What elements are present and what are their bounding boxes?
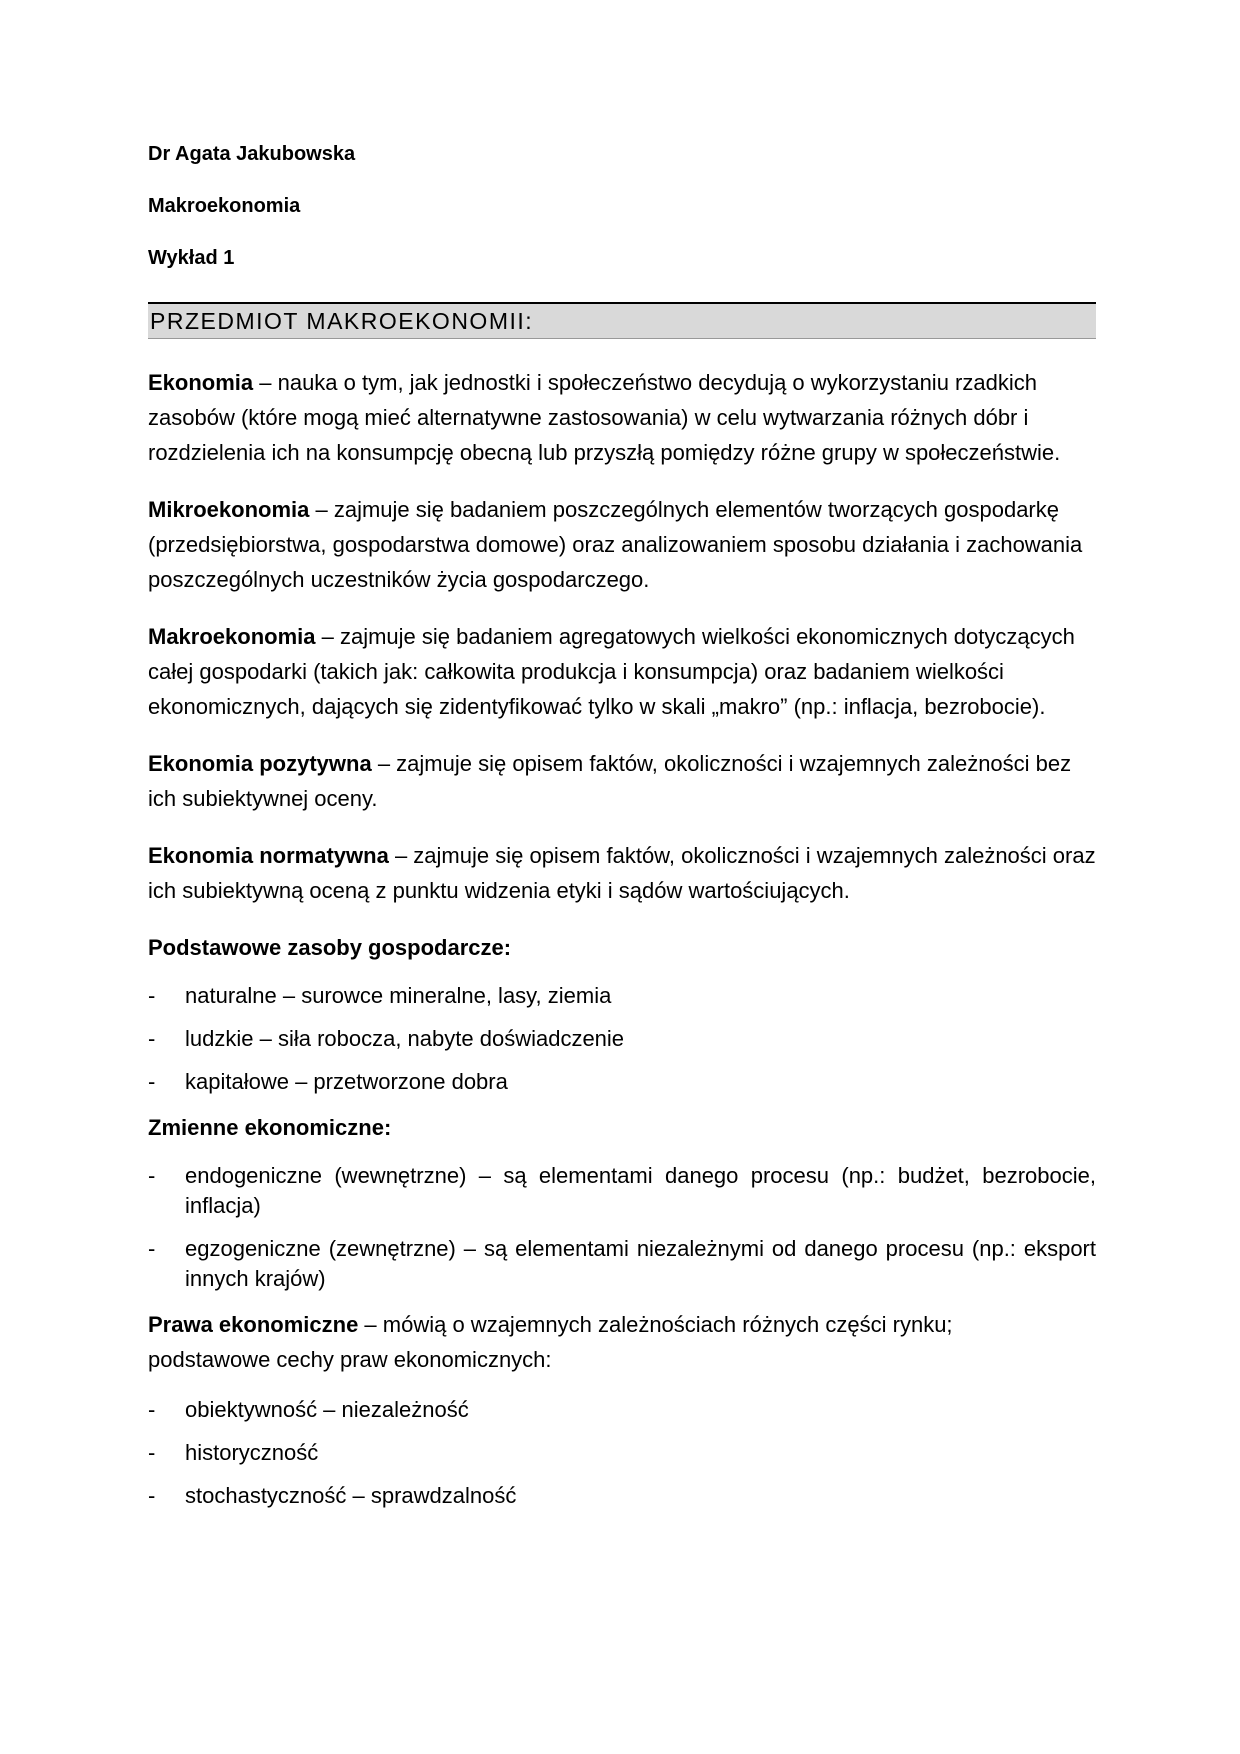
variables-list (148, 1161, 1096, 1294)
definition-term: Ekonomia normatywna (148, 843, 389, 868)
resources-list (148, 981, 1096, 1097)
list-item-text: ludzkie – siła robocza, nabyte doświadczenie (185, 1026, 625, 1051)
dash-bullet: - (148, 1069, 156, 1094)
list-item (148, 1067, 1096, 1097)
section-heading: PRZEDMIOT MAKROEKONOMII: (148, 302, 1096, 339)
definition-text: – zajmuje się opisem faktów, okoliczności i wzajemnych zależności bez ich subiektywnej oceny. (148, 751, 1072, 811)
resources-heading: Podstawowe zasoby gospodarcze: (148, 935, 512, 960)
dash-bullet: - (148, 1440, 156, 1465)
definition-mikroekonomia (148, 492, 1096, 597)
definition-ekonomia (148, 365, 1096, 470)
laws-term: Prawa ekonomiczne (148, 1312, 359, 1337)
laws-list (148, 1395, 1096, 1511)
variables-heading: Zmienne ekonomiczne: (148, 1115, 392, 1140)
list-item-text: obiektywność – niezależność (185, 1397, 469, 1422)
list-item (148, 1234, 1096, 1294)
definition-term: Ekonomia (148, 370, 254, 395)
list-item-text: naturalne – surowce mineralne, lasy, ziemia (185, 983, 612, 1008)
definition-ekonomia-normatywna (148, 838, 1096, 908)
definition-text: – nauka o tym, jak jednostki i społeczeństwo decydują o wykorzystaniu rzadkich zasobów (które mogą mieć alternatywne zastosowania) w celu wytwarzania różnych dóbr i rozdzielenia ich na konsumpcję obecną lub przyszłą pomiędzy różne grupy w społeczeństwie. (148, 370, 1061, 465)
author-name: Dr Agata Jakubowska (148, 143, 356, 165)
list-item-text: historyczność (185, 1440, 319, 1465)
list-item (148, 1395, 1096, 1425)
document-body (148, 140, 1096, 1524)
definition-ekonomia-pozytywna (148, 746, 1096, 816)
dash-bullet: - (148, 1026, 156, 1051)
dash-bullet: - (148, 1236, 156, 1261)
list-item-text: kapitałowe – przetworzone dobra (185, 1069, 508, 1094)
list-item (148, 981, 1096, 1011)
lecture-number: Wykład 1 (148, 247, 235, 269)
list-item-text: stochastyczność – sprawdzalność (185, 1483, 517, 1508)
definition-term: Makroekonomia (148, 624, 316, 649)
definition-makroekonomia (148, 619, 1096, 724)
definition-term: Ekonomia pozytywna (148, 751, 372, 776)
course-name: Makroekonomia (148, 195, 301, 217)
list-item (148, 1161, 1096, 1221)
dash-bullet: - (148, 1397, 156, 1422)
definition-term: Mikroekonomia (148, 497, 310, 522)
list-item (148, 1438, 1096, 1468)
list-item (148, 1481, 1096, 1511)
dash-bullet: - (148, 983, 156, 1008)
list-item-text: endogeniczne (wewnętrzne) – są elementami danego procesu (np.: budżet, bezrobocie, inflacja) (185, 1163, 1096, 1218)
definition-text: – zajmuje się opisem faktów, okoliczności i wzajemnych zależności oraz ich subiektywną oceną z punktu widzenia etyki i sądów wartościujących. (148, 843, 1096, 903)
laws-paragraph (148, 1307, 1096, 1377)
list-item (148, 1024, 1096, 1054)
laws-text: – mówią o wzajemnych zależnościach różnych części rynku; (358, 1312, 953, 1337)
dash-bullet: - (148, 1163, 156, 1188)
dash-bullet: - (148, 1483, 156, 1508)
definition-text: – zajmuje się badaniem poszczególnych elementów tworzących gospodarkę (przedsiębiorstwa, gospodarstwa domowe) oraz analizowaniem sposobu działania i zachowania poszczególnych uczestników życia gospodarczego. (148, 497, 1083, 592)
definition-text: – zajmuje się badaniem agregatowych wielkości ekonomicznych dotyczących całej gospodarki (takich jak: całkowita produkcja i konsumpcja) oraz badaniem wielkości ekonomicznych, dających się zidentyfikować tylko w skali „makro” (np.: inflacja, bezrobocie). (148, 624, 1075, 719)
laws-subtext: podstawowe cechy praw ekonomicznych: (148, 1347, 552, 1372)
list-item-text: egzogeniczne (zewnętrzne) – są elementami niezależnymi od danego procesu (np.: eksport innych krajów) (185, 1236, 1096, 1291)
